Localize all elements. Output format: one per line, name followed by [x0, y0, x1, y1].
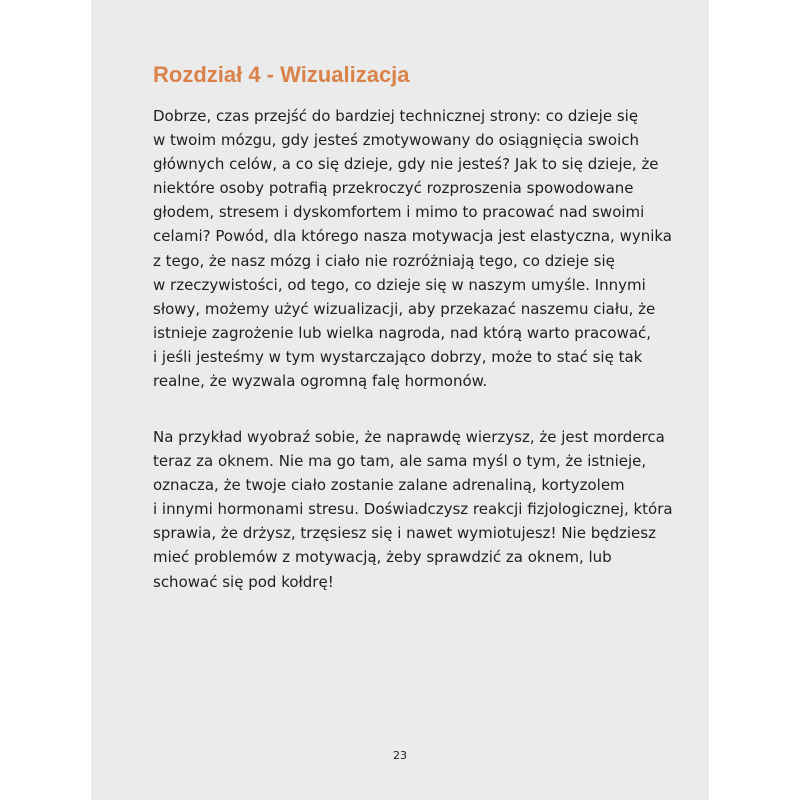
text-line: z tego, że nasz mózg i ciało nie rozróżniają tego, co dzieje się	[153, 251, 615, 270]
text-line: oznacza, że twoje ciało zostanie zalane adrenaliną, kortyzolem	[153, 476, 625, 495]
text-line: głodem, stresem i dyskomfortem i mimo to pracować nad swoimi	[153, 203, 645, 222]
text-line: i jeśli jesteśmy w tym wystarczająco dobrzy, może to stać się tak	[153, 347, 643, 366]
text-line: i innymi hormonami stresu. Doświadczysz reakcji fizjologicznej, która	[153, 500, 673, 519]
text-line: w twoim mózgu, gdy jesteś zmotywowany do osiągnięcia swoich	[153, 131, 640, 150]
text-line: słowy, możemy użyć wizualizacji, aby przekazać naszemu ciału, że	[153, 299, 656, 318]
text-line: teraz za oknem. Nie ma go tam, ale sama myśl o tym, że istnieje,	[153, 452, 647, 471]
text-line: sprawia, że drżysz, trzęsiesz się i nawet wymiotujesz! Nie będziesz	[153, 524, 656, 543]
text-line: istnieje zagrożenie lub wielka nagroda, nad którą warto pracować,	[153, 323, 652, 342]
page-number: 23	[393, 749, 407, 762]
paragraph	[153, 425, 673, 594]
text-line: mieć problemów z motywacją, żeby sprawdzić za oknem, lub	[153, 548, 612, 567]
document-page	[91, 0, 709, 800]
text-line: realne, że wyzwala ogromną falę hormonów.	[153, 372, 488, 391]
text-line: Dobrze, czas przejść do bardziej technicznej strony: co dzieje się	[153, 107, 639, 125]
text-line: w rzeczywistości, od tego, co dzieje się w naszym umyśle. Innymi	[153, 275, 646, 294]
chapter-title: Rozdział 4 - Wizualizacja	[153, 62, 410, 87]
text-line: celami? Powód, dla którego nasza motywacja jest elastyczna, wynika	[153, 227, 673, 246]
text-line: schować się pod kołdrę!	[153, 572, 334, 591]
text-line: niektóre osoby potrafią przekroczyć rozproszenia spowodowane	[153, 179, 634, 198]
text-line: głównych celów, a co się dzieje, gdy nie jesteś? Jak to się dzieje, że	[153, 155, 659, 174]
text-line: Na przykład wyobraź sobie, że naprawdę wierzysz, że jest morderca	[153, 428, 665, 446]
paragraph	[153, 104, 673, 393]
